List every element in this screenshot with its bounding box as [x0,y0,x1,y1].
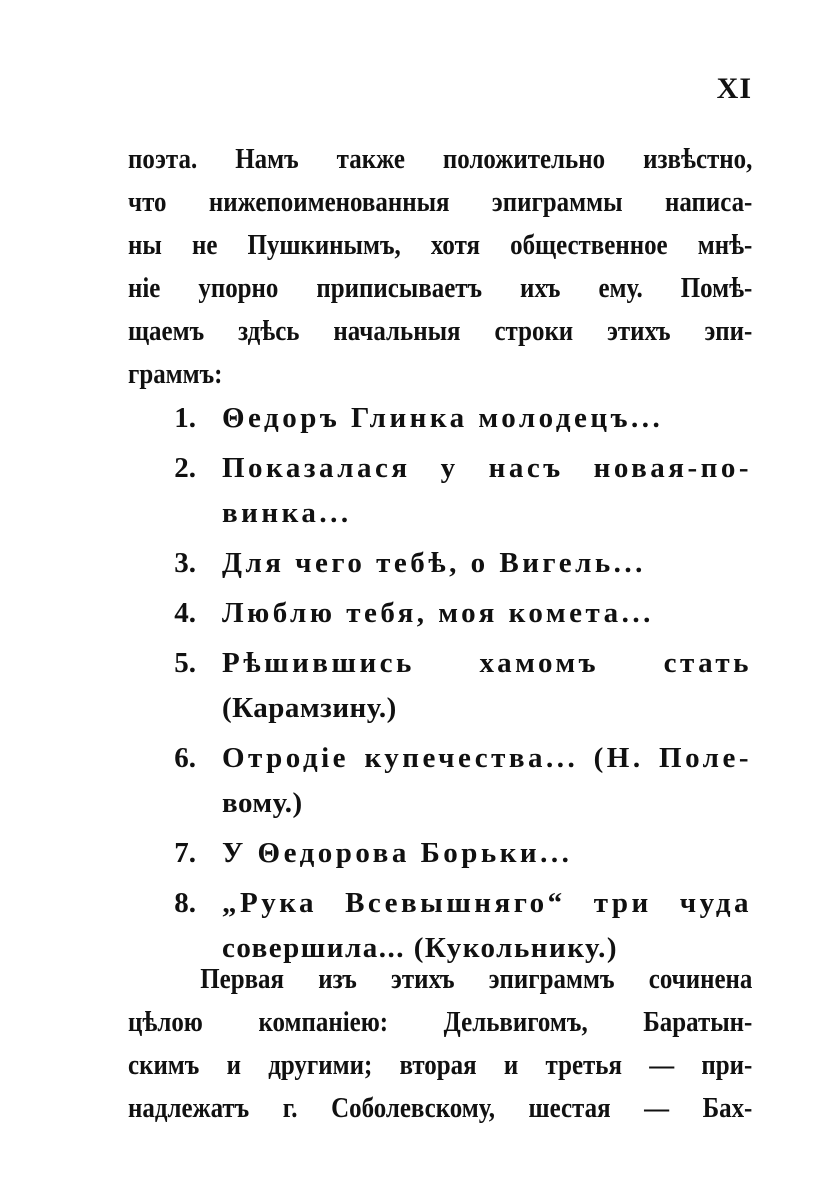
text-line: Θедоръ Глинка молодецъ... [222,402,664,434]
list-item [160,736,760,826]
item-number: 4. [174,597,196,629]
list-item [160,446,760,536]
item-text [222,591,752,636]
item-number: 3. [174,547,196,579]
page-number: XI [716,72,752,105]
item-text [222,541,752,586]
text-line: ніе упорно приписываетъ ихъ ему. Помѣ- [128,272,753,304]
text-line: щаемъ здѣсь начальныя строки этихъ эпи- [128,315,753,347]
epigram-list [160,396,760,971]
text-line: вому.) [222,787,303,819]
item-text [222,446,752,536]
text-line: надлежатъ г. Соболевскому, шестая — Бах- [128,1092,753,1124]
text-line: скимъ и другими; вторая и третья — при- [128,1049,753,1081]
text-line: Рѣшившись хамомъ стать [222,647,752,679]
item-text [222,736,752,826]
item-text [222,831,752,876]
text-line: Отродіе купечества... (Н. Поле- [222,742,752,774]
item-number: 6. [174,742,196,774]
text-line: Первая изъ этихъ эпиграммъ сочинена [200,963,753,995]
text-line: Показалася у насъ новая-по- [222,452,752,484]
list-item [160,541,760,586]
text-line: Для чего тебѣ, о Вигель... [222,547,646,579]
text-line: Люблю тебя, моя комета... [222,597,654,629]
list-item [160,831,760,876]
text-line: винка... [222,497,352,529]
text-line: цѣлою компаніею: Дельвигомъ, Баратын- [128,1006,753,1038]
text-line: что нижепоименованныя эпиграммы написа- [128,186,753,218]
item-text [222,396,752,441]
paragraph-intro [128,138,752,396]
item-number: 2. [174,452,196,484]
item-number: 5. [174,647,196,679]
text-line: ны не Пушкинымъ, хотя общественное мнѣ- [128,229,753,261]
text-line: (Карамзину.) [222,692,397,724]
text-line: совершила... (Кукольнику.) [222,932,619,964]
item-number: 7. [174,837,196,869]
text-line: У Θедорова Борьки... [222,837,573,869]
paragraph-commentary [128,958,752,1130]
text-line: поэта. Намъ также положительно извѣстно, [128,143,753,175]
item-text [222,641,752,731]
list-item [160,591,760,636]
list-item [160,396,760,441]
text-line: граммъ: [128,358,223,390]
text-line: „Рука Всевышняго“ три чуда [222,887,752,919]
item-number: 1. [174,402,196,434]
item-number: 8. [174,887,196,919]
list-item [160,641,760,731]
